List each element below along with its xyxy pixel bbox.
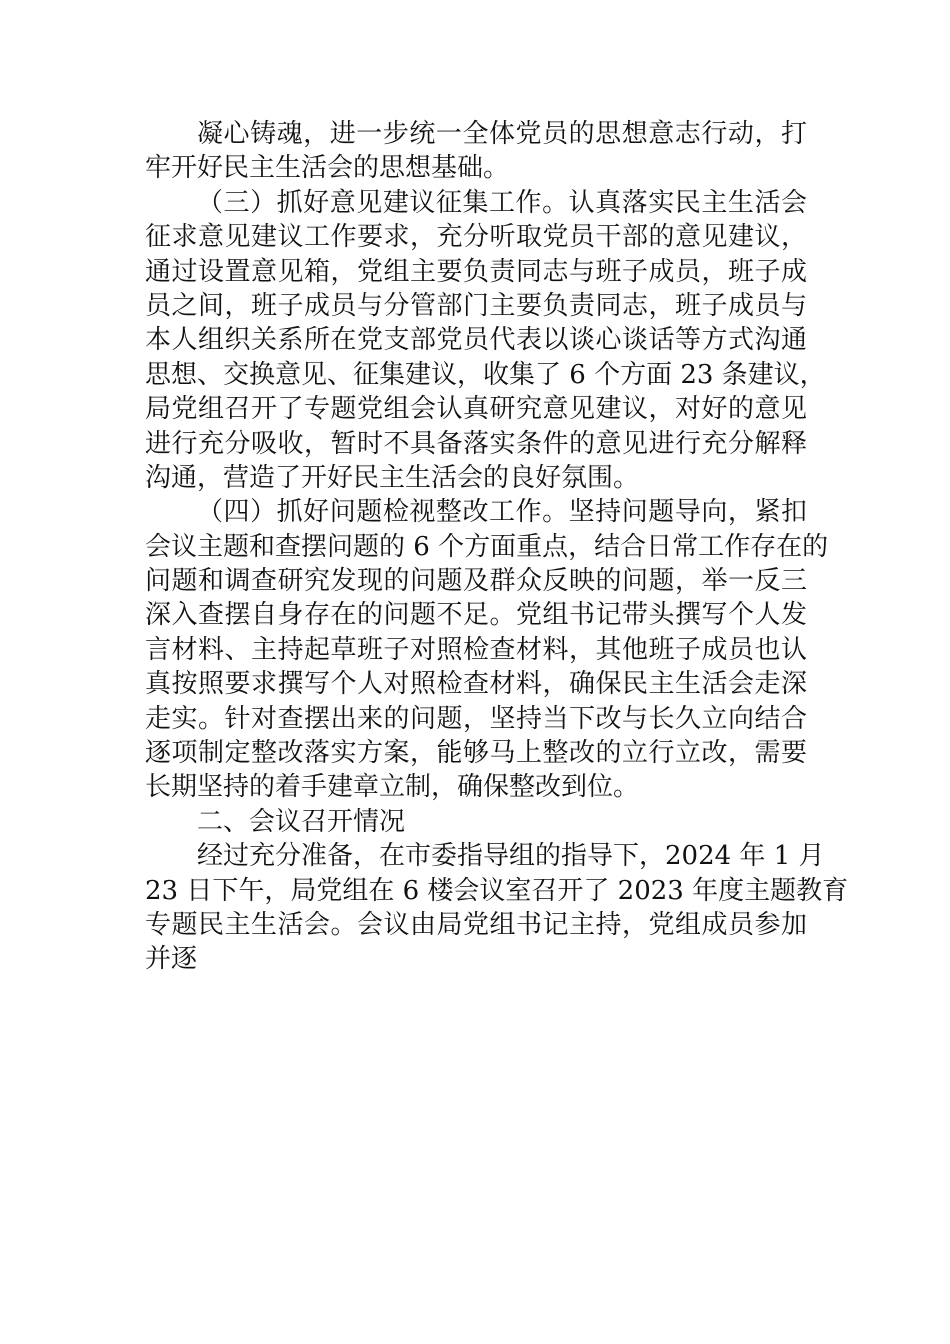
text-line: 专题民主生活会。会议由局党组书记主持，党组成员参加 bbox=[145, 909, 807, 940]
text-line: 并逐 bbox=[145, 944, 198, 975]
text-line: 通过设置意见箱，党组主要负责同志与班子成员，班子成 bbox=[145, 256, 807, 287]
text-line: 员之间，班子成员与分管部门主要负责同志，班子成员与 bbox=[145, 290, 807, 321]
text-line: 思想、交换意见、征集建议，收集了 6 个方面 23 条建议， bbox=[145, 359, 826, 390]
section-heading-line: （四）抓好问题检视整改工作。坚持问题导向，紧扣 bbox=[197, 497, 807, 528]
text-line: 言材料、主持起草班子对照检查材料，其他班子成员也认 bbox=[145, 634, 807, 665]
text-line: 23 日下午，局党组在 6 楼会议室召开了 2023 年度主题教育 bbox=[145, 875, 849, 906]
text-line: 经过充分准备，在市委指导组的指导下，2024 年 1 月 bbox=[197, 841, 825, 872]
body-text bbox=[145, 117, 849, 977]
text-line: 问题和调查研究发现的问题及群众反映的问题，举一反三 bbox=[145, 566, 807, 597]
section-heading-line: （三）抓好意见建议征集工作。认真落实民主生活会 bbox=[197, 187, 807, 218]
text-line: 会议主题和查摆问题的 6 个方面重点，结合日常工作存在的 bbox=[145, 531, 829, 562]
text-line: 深入查摆自身存在的问题不足。党组书记带头撰写个人发 bbox=[145, 600, 807, 631]
text-line: 逐项制定整改落实方案，能够马上整改的立行立改，需要 bbox=[145, 738, 807, 769]
text-line: 凝心铸魂，进一步统一全体党员的思想意志行动，打 bbox=[197, 119, 807, 149]
text-line: 本人组织关系所在党支部党员代表以谈心谈话等方式沟通 bbox=[145, 325, 807, 356]
section-title: 二、会议召开情况 bbox=[197, 806, 406, 837]
text-line: 牢开好民主生活会的思想基础。 bbox=[145, 153, 510, 184]
text-line: 沟通，营造了开好民主生活会的良好氛围。 bbox=[145, 462, 640, 493]
text-line: 真按照要求撰写个人对照检查材料，确保民主生活会走深 bbox=[145, 669, 807, 700]
text-line: 征求意见建议工作要求，充分听取党员干部的意见建议， bbox=[145, 222, 807, 253]
text-line: 长期坚持的着手建章立制，确保整改到位。 bbox=[145, 772, 640, 803]
text-line: 局党组召开了专题党组会认真研究意见建议，对好的意见 bbox=[145, 394, 807, 425]
text-line: 走实。针对查摆出来的问题，坚持当下改与长久立向结合 bbox=[145, 703, 807, 734]
text-line: 进行充分吸收，暂时不具备落实条件的意见进行充分解释 bbox=[145, 428, 807, 459]
